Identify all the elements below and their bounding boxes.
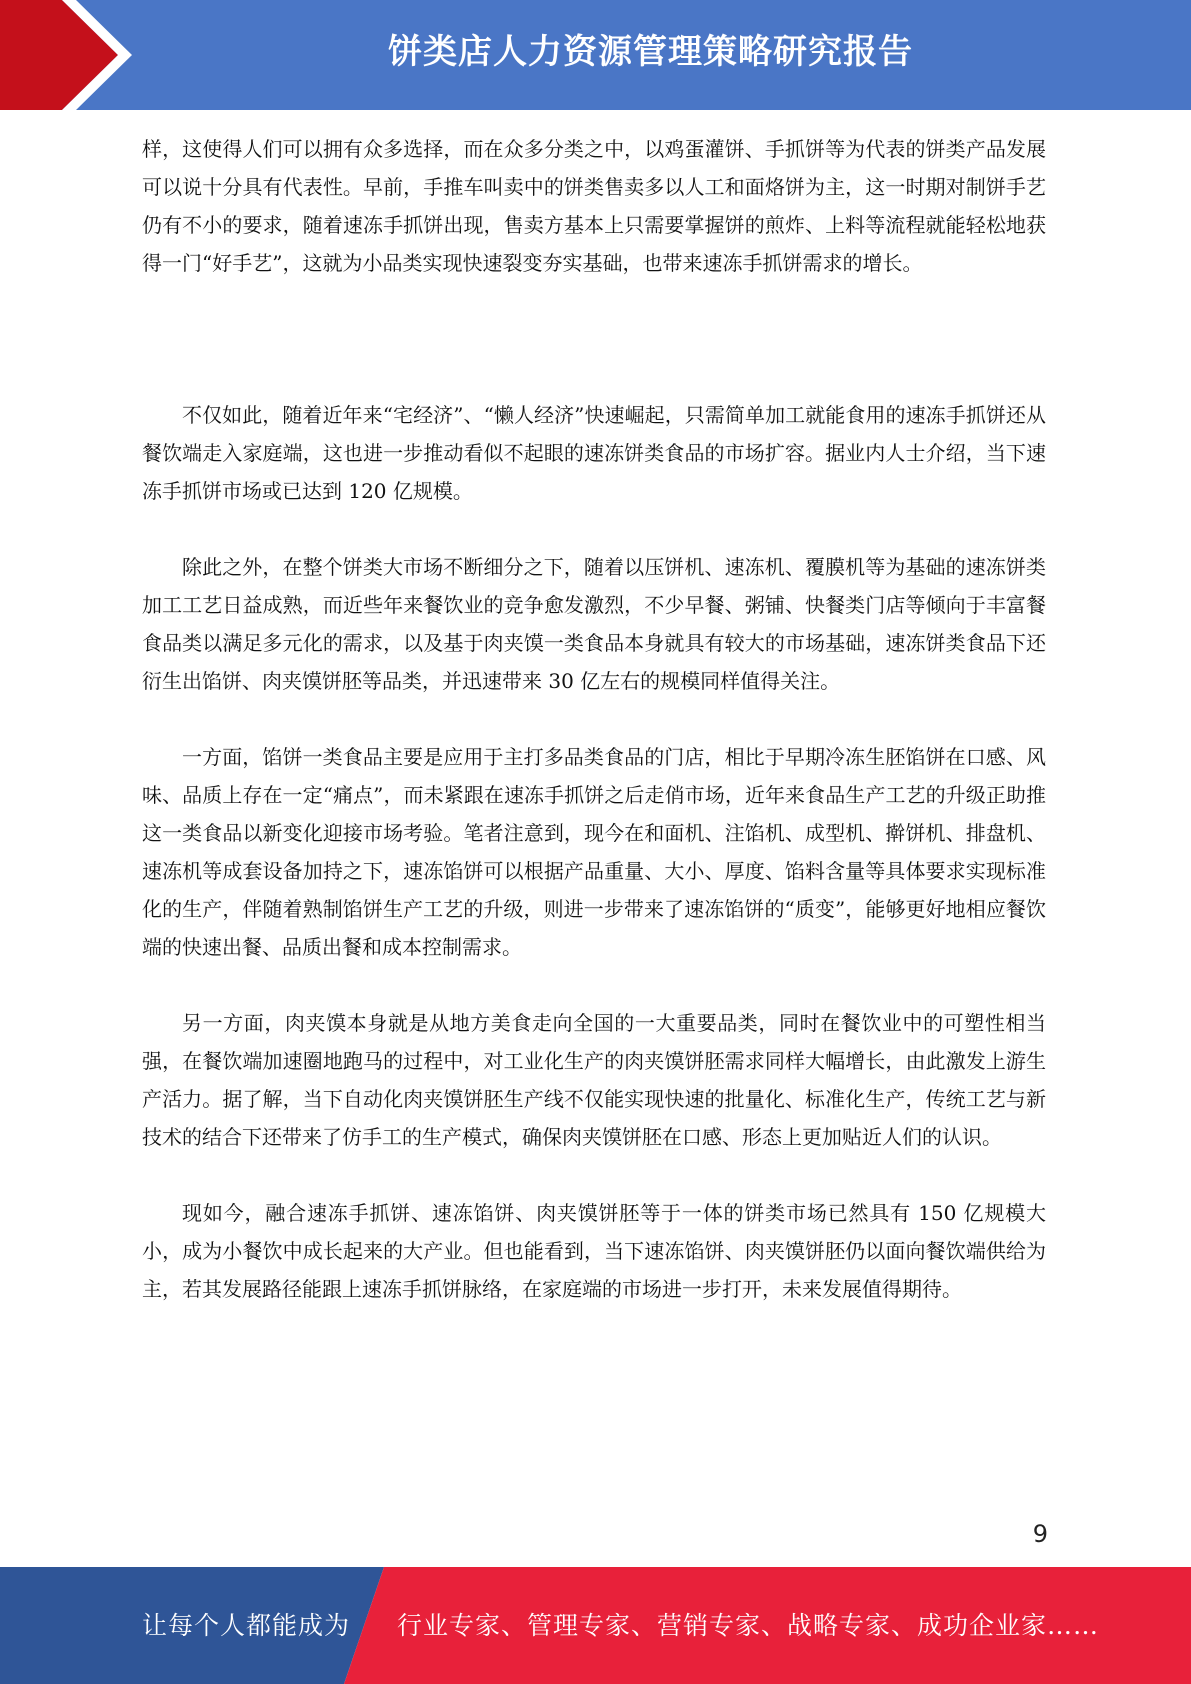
page-title: 饼类店人力资源管理策略研究报告 xyxy=(388,32,913,72)
footer-slogan-right: 行业专家、管理专家、营销专家、战略专家、成功企业家…… xyxy=(397,1611,1100,1640)
paragraph-5: 另一方面，肉夹馍本身就是从地方美食走向全国的一大重要品类，同时在餐饮业中的可塑性相当强，在餐饮端加速圈地跑马的过程中，对工业化生产的肉夹馍饼胚需求同样大幅增长，由此激发上游生产活力。据了解，当下自动化肉夹馍饼胚生产线不仅能实现快速的批量化、标准化生产，传统工艺与新技术的结合下还带来了仿手工的生产模式，确保肉夹馍饼胚在口感、形态上更加贴近人们的认识。 xyxy=(142,1011,1046,1149)
page-footer xyxy=(0,1567,1191,1684)
page-number: 9 xyxy=(1032,1520,1048,1548)
paragraph-2: 不仅如此，随着近年来“宅经济”、“懒人经济”快速崛起，只需简单加工就能食用的速冻手抓饼还从餐饮端走入家庭端，这也进一步推动看似不起眼的速冻饼类食品的市场扩容。据业内人士介绍，当下速冻手抓饼市场或已达到 120 亿规模。 xyxy=(142,403,1046,503)
paragraph-1: 样，这使得人们可以拥有众多选择，而在众多分类之中，以鸡蛋灌饼、手抓饼等为代表的饼类产品发展可以说十分具有代表性。早前，手推车叫卖中的饼类售卖多以人工和面烙饼为主，这一时期对制饼手艺仍有不小的要求，随着速冻手抓饼出现，售卖方基本上只需要掌握饼的煎炸、上料等流程就能轻松地获得一门“好手艺”，这就为小品类实现快速裂变夯实基础，也带来速冻手抓饼需求的增长。 xyxy=(142,137,1046,275)
paragraph-3: 除此之外，在整个饼类大市场不断细分之下，随着以压饼机、速冻机、覆膜机等为基础的速冻饼类加工工艺日益成熟，而近些年来餐饮业的竞争愈发激烈，不少早餐、粥铺、快餐类门店等倾向于丰富餐食品类以满足多元化的需求，以及基于肉夹馍一类食品本身就具有较大的市场基础，速冻饼类食品下还衍生出馅饼、肉夹馍饼胚等品类，并迅速带来 30 亿左右的规模同样值得关注。 xyxy=(142,555,1046,693)
footer-slogan-left: 让每个人都能成为 xyxy=(142,1611,351,1640)
paragraph-4: 一方面，馅饼一类食品主要是应用于主打多品类食品的门店，相比于早期冷冻生胚馅饼在口感、风味、品质上存在一定“痛点”，而未紧跟在速冻手抓饼之后走俏市场，近年来食品生产工艺的升级正助推这一类食品以新变化迎接市场考验。笔者注意到，现今在和面机、注馅机、成型机、擀饼机、排盘机、速冻机等成套设备加持之下，速冻馅饼可以根据产品重量、大小、厚度、馅料含量等具体要求实现标准化的生产，伴随着熟制馅饼生产工艺的升级，则进一步带来了速冻馅饼的“质变”，能够更好地相应餐饮端的快速出餐、品质出餐和成本控制需求。 xyxy=(142,745,1046,959)
paragraph-6: 现如今，融合速冻手抓饼、速冻馅饼、肉夹馍饼胚等于一体的饼类市场已然具有 150 亿规模大小，成为小餐饮中成长起来的大产业。但也能看到，当下速冻馅饼、肉夹馍饼胚仍以面向餐饮端供给为主，若其发展路径能跟上速冻手抓饼脉络，在家庭端的市场进一步打开，未来发展值得期待。 xyxy=(142,1201,1046,1301)
page-header xyxy=(0,0,1191,110)
header-arrow-decoration xyxy=(0,0,150,110)
article-body xyxy=(142,130,1046,1308)
